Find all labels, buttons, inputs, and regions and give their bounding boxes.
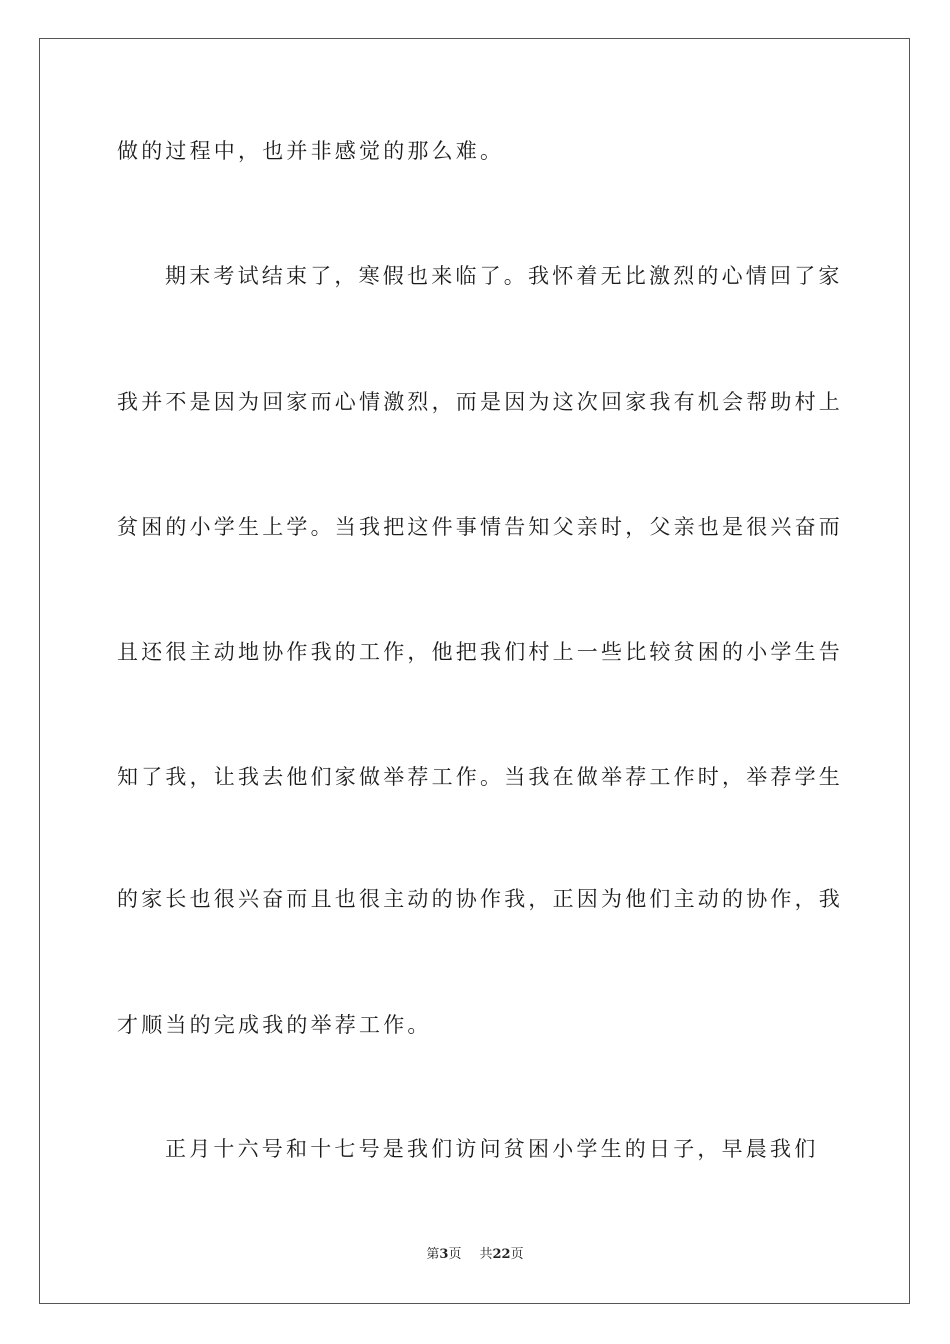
page-number: 3 <box>439 1247 449 1262</box>
text-line: 我并不是因为回家而心情激烈，而是因为这次回家我有机会帮助村上 <box>117 390 843 414</box>
paragraph-start-line: 正月十六号和十七号是我们访问贫困小学生的日子，早晨我们 <box>165 1137 819 1161</box>
text-line: 才顺当的完成我的举荐工作。 <box>117 1013 432 1037</box>
paragraph-start-line: 期末考试结束了，寒假也来临了。我怀着无比激烈的心情回了家 <box>165 264 843 288</box>
page-prefix: 第 <box>426 1247 440 1262</box>
text-line: 且还很主动地协作我的工作，他把我们村上一些比较贫困的小学生告 <box>117 640 843 664</box>
total-suffix: 页 <box>510 1247 524 1262</box>
text-line: 的家长也很兴奋而且也很主动的协作我，正因为他们主动的协作，我 <box>117 887 843 911</box>
total-pages: 22 <box>492 1247 511 1262</box>
text-line: 贫困的小学生上学。当我把这件事情告知父亲时，父亲也是很兴奋而 <box>117 515 843 539</box>
page-suffix: 页 <box>448 1247 462 1262</box>
total-prefix: 共 <box>479 1247 493 1262</box>
text-line: 知了我，让我去他们家做举荐工作。当我在做举荐工作时，举荐学生 <box>117 765 843 789</box>
text-line: 做的过程中，也并非感觉的那么难。 <box>117 139 505 163</box>
page-footer <box>0 1246 950 1264</box>
page-indicator <box>426 1246 461 1264</box>
page-border <box>39 38 910 1304</box>
total-pages-indicator <box>479 1246 523 1264</box>
